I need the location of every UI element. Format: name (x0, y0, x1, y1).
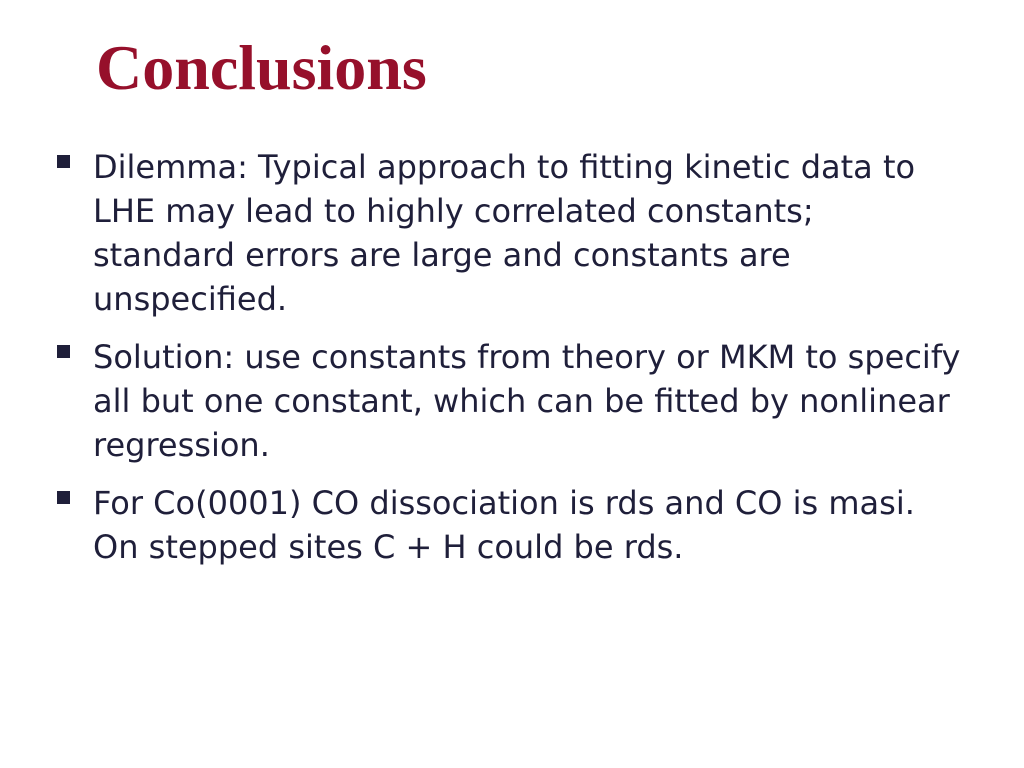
bullet-text: For Co(0001) CO dissociation is rds and CO is masi. On stepped sites C + H could be rds. (93, 484, 915, 566)
square-bullet-icon (57, 491, 70, 504)
square-bullet-icon (57, 345, 70, 358)
bullet-text: Dilemma: Typical approach to fitting kinetic data to LHE may lead to highly correlated constants; standard errors are large and constants are unspecified. (93, 148, 916, 318)
bullet-item (57, 145, 962, 321)
bullet-item (57, 481, 962, 569)
bullet-item (57, 335, 962, 467)
square-bullet-icon (57, 155, 70, 168)
bullet-text: Solution: use constants from theory or MKM to specify all but one constant, which can be fitted by nonlinear regression. (93, 338, 961, 464)
slide-title: Conclusions (96, 32, 427, 103)
bullet-list (57, 145, 962, 583)
